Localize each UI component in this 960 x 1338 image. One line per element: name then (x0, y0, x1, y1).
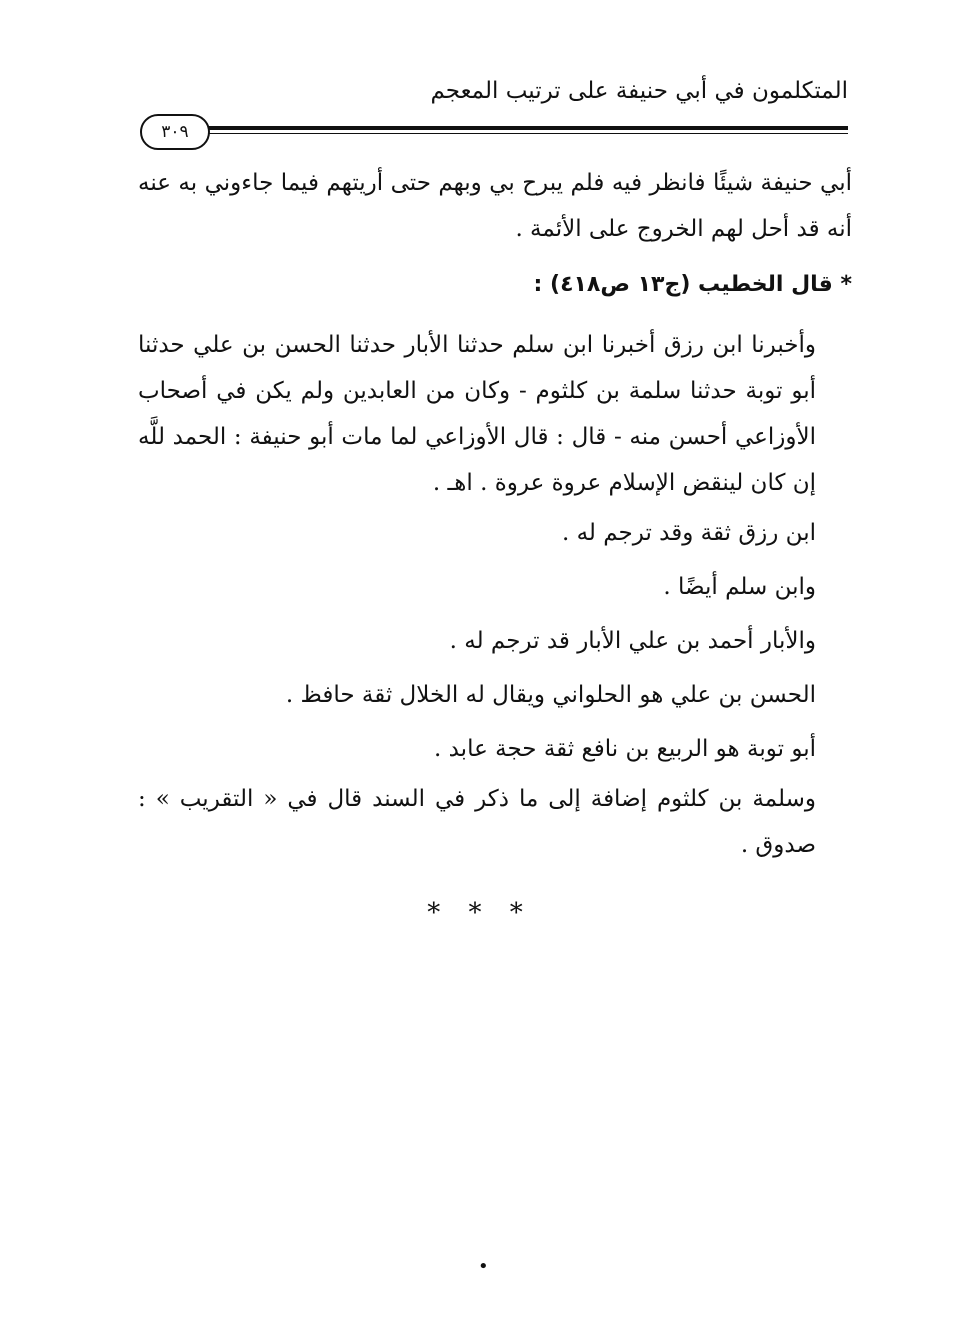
header-rule-thin (200, 133, 848, 134)
running-title: المتكلمون في أبي حنيفة على ترتيب المعجم (430, 78, 848, 104)
body-text (138, 160, 852, 868)
note-line-2: وابن سلم أيضًا . (663, 574, 816, 600)
paragraph-3: وسلمة بن كلثوم إضافة إلى ما ذكر في السند قال في « التقريب » : صدوق . (138, 786, 816, 858)
note-line-4: الحسن بن علي هو الحلواني ويقال له الخلال ثقة حافظ . (285, 682, 816, 708)
note-line-3: والأبار أحمد بن علي الأبار قد ترجم له . (449, 628, 816, 654)
section-divider: * * * (427, 898, 533, 928)
note-line-5: أبو توبة هو الربيع بن نافع ثقة حجة عابد . (433, 736, 816, 762)
page-number-badge: ٣٠٩ (140, 114, 210, 150)
footer-mark: • (478, 1256, 489, 1277)
note-line-1: ابن رزق ثقة وقد ترجم له . (561, 520, 816, 546)
section-heading: * قال الخطيب (ج١٣ ص٤١٨) : (533, 272, 852, 297)
paragraph-2: وأخبرنا ابن رزق أخبرنا ابن سلم حدثنا الأبار حدثنا الحسن بن علي حدثنا أبو توبة حدثنا سلمة بن كلثوم - وكان من العابدين ولم يكن في أصحاب الأوزاعي أحسن منه - قال : قال الأوزاعي لما مات أبو حنيفة : الحمد للَّه إن كان لينقض الإسلام عروة عروة . اهـ . (138, 332, 816, 496)
paragraph-1: أبي حنيفة شيئًا فانظر فيه فلم يبرح بي وبهم حتى أريتهم فيما جاءوني به عنه أنه قد أحل لهم الخروج على الأئمة . (138, 170, 852, 242)
header-rule-thick (200, 126, 848, 130)
